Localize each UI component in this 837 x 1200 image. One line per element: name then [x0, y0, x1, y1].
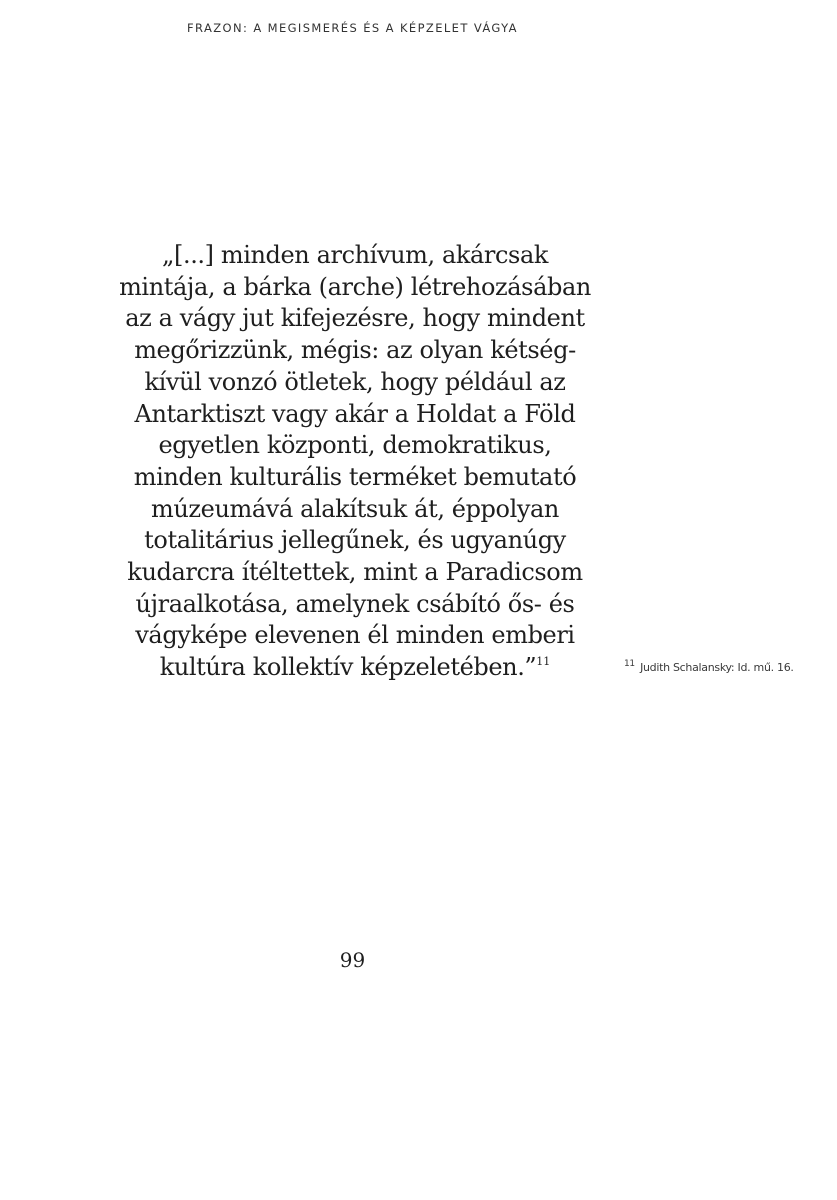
sidenote-text: Judith Schalansky: Id. mű. 16.	[640, 661, 794, 674]
quote-line: Antarktiszt vagy akár a Holdat a Föld	[134, 399, 576, 428]
quote-line: múzeumává alakítsuk át, éppolyan	[151, 494, 559, 523]
quote-line: vágyképe elevenen él minden emberi	[135, 621, 575, 650]
quote-line: minden kulturális terméket bemutató	[133, 462, 577, 491]
sidenote-number: 11	[624, 659, 635, 669]
quote-line: mintája, a bárka (arche) létrehozásában	[119, 272, 591, 301]
quote-line: megőrizzünk, mégis: az olyan kétség-	[134, 336, 576, 365]
quote-line: totalitárius jellegűnek, és ugyanúgy	[144, 526, 566, 555]
quote-line: az a vágy jut kifejezésre, hogy mindent	[125, 304, 585, 333]
quote-line: újraalkotása, amelynek csábító ős- és	[135, 589, 575, 618]
quote-line-text: kultúra kollektív képzeletében.”	[159, 653, 537, 682]
quote-line: egyetlen központi, demokratikus,	[158, 431, 552, 460]
block-quote	[95, 240, 615, 684]
sidenote	[624, 659, 794, 674]
running-header: FRAZON: A MEGISMERÉS ÉS A KÉPZELET VÁGYA	[187, 21, 518, 35]
quote-line: kívül vonzó ötletek, hogy például az	[144, 367, 566, 396]
quote-line: „[...] minden archívum, akárcsak	[161, 241, 549, 269]
footnote-reference[interactable]: 11	[536, 655, 551, 669]
quote-line: kudarcra ítéltettek, mint a Paradicsom	[127, 558, 583, 587]
quote-last-line	[95, 652, 615, 684]
page-number: 99	[339, 948, 366, 972]
